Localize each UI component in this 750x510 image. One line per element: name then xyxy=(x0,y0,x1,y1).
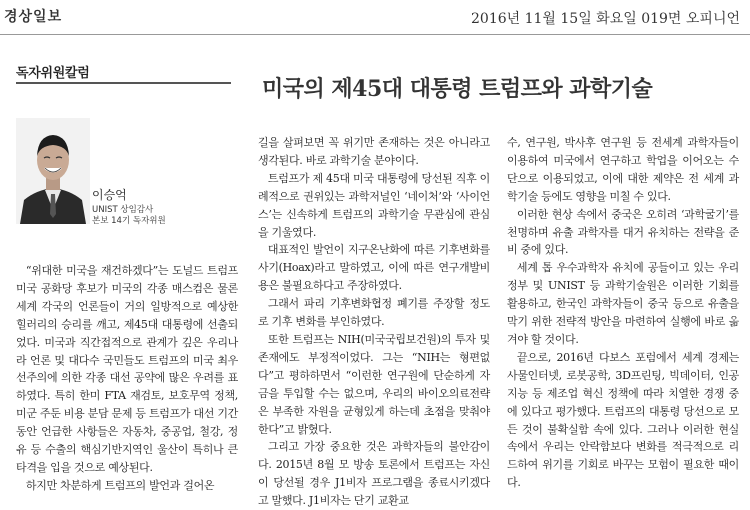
masthead xyxy=(0,0,750,35)
paragraph: 그리고 가장 중요한 것은 과학자들의 불안감이다. 2015년 8월 모 방송 토론에서 트럼프는 자신이 당선될 경우 J1비자 프로그램을 종료시키겠다고 말했다. J1비자는 단기 교환교 xyxy=(258,440,490,508)
paragraph: 대표적인 발언이 지구온난화에 따른 기후변화를 사기(Hoax)라고 말하였고, 이에 따른 연구개발비용은 불필요하다고 주장하였다. xyxy=(258,243,490,293)
paragraph: “위대한 미국을 재건하겠다”는 도널드 트럼프 미국 공화당 후보가 미국의 각종 매스컴은 물론 세계 각국의 언론들이 거의 일방적으로 예상한 힐러리의 승리를 깨고, 제45대 대통령에 선출되었다. 미국과 직간접적으로 관계가 깊은 우리나라 언론 및 대다수 국민들도 트럼프의 미국 최우선주의에 의한 각종 대선 공약에 많은 우려를 표하였다. 특히 한미 FTA 재검토, 보호무역 정책, 미군 주둔 비용 분담 문제 등 트럼프가 대선 기간 동안 언급한 사항들은 자동차, 중공업, 철강, 정유 등 수출의 핵심기반지역인 울산이 특히나 큰 타격을 입을 것으로 예상된다. xyxy=(16,264,238,474)
body-column-1 xyxy=(16,262,238,495)
paragraph: 수, 연구원, 박사후 연구원 등 전세계 과학자들이 이용하여 미국에서 연구하고 학업을 이어오는 수단으로 이용되었고, 이에 대한 제약은 전 세계 과학기술 등에도 영향을 미칠 수 있다. xyxy=(507,136,739,203)
body-column-2 xyxy=(258,134,490,510)
paragraph: 하지만 차분하게 트럼프의 발언과 걸어온 xyxy=(25,478,215,492)
author-title xyxy=(92,205,166,227)
column-label: 독자위원칼럼 xyxy=(16,66,90,81)
author-title-line: UNIST 상임감사 xyxy=(92,205,154,215)
article-headline: 미국의 제45대 대통령 트럼프와 과학기술 xyxy=(262,76,653,102)
section-rule xyxy=(16,82,231,84)
paragraph: 그래서 파리 기후변화협정 폐기를 주장할 정도로 기후 변화를 부인하였다. xyxy=(258,297,490,329)
paragraph: 또한 트럼프는 NIH(미국국립보건원)의 투자 및 존재에도 부정적이었다. 그는 “NIH는 형편없다”고 평하하면서 “이런한 연구원에 단순하게 자금을 투입할 수는 없으며, 우리의 바이오의료전략은 부족한 자원을 균형있게 하는데 초점을 맞춰야 한다”고 밝혔다. xyxy=(258,332,490,436)
paragraph: 끝으로, 2016년 다보스 포럼에서 세계 경제는 사물인터넷, 로봇공학, 3D프린팅, 빅데이터, 인공지능 등 제조업 혁신 정책에 따라 치열한 경쟁 중에 있다고 평가했다. 트럼프의 대통령 당선으로 모든 것이 불확실함 속에 있다. 그러나 이러한 현실 속에서 우리는 안락함보다 변화를 적극적으로 리드하여 위기를 기회로 바꾸는 모험이 필요한 때이다. xyxy=(507,350,739,490)
paragraph: 트럼프가 제 45대 미국 대통령에 당선된 직후 이례적으로 권위있는 과학저널인 ‘네이처’와 ‘사이언스’는 신속하게 트럼프의 과학기술 무관심에 관심을 기울였다. xyxy=(258,171,490,239)
paragraph: 세계 톱 우수과학자 유치에 공들이고 있는 우리 정부 및 UNIST 등 과학기술원은 이러한 기회를 활용하고, 한국인 과학자들이 중국 등으로 유출을 막기 위한 전략적 방안을 마련하여 실행에 바로 옮겨야 할 것이다. xyxy=(507,261,739,346)
paragraph: 길을 살펴보면 꼭 위기만 존재하는 것은 아니라고 생각된다. 바로 과학기술 분야이다. xyxy=(258,136,490,167)
body-column-3 xyxy=(507,134,739,492)
author-title-line: 본보 14기 독자위원 xyxy=(92,216,166,226)
newspaper-name: 경상일보 xyxy=(4,9,63,25)
author-photo xyxy=(16,118,90,224)
dateline: 2016년 11월 15일 화요일 019면 오피니언 xyxy=(471,11,740,27)
author-name: 이승억 xyxy=(92,188,127,202)
paragraph: 이러한 현상 속에서 중국은 오히려 ‘과학굴기’를 천명하며 유출 과학자를 대거 유치하는 전략을 준비 중에 있다. xyxy=(507,207,739,257)
